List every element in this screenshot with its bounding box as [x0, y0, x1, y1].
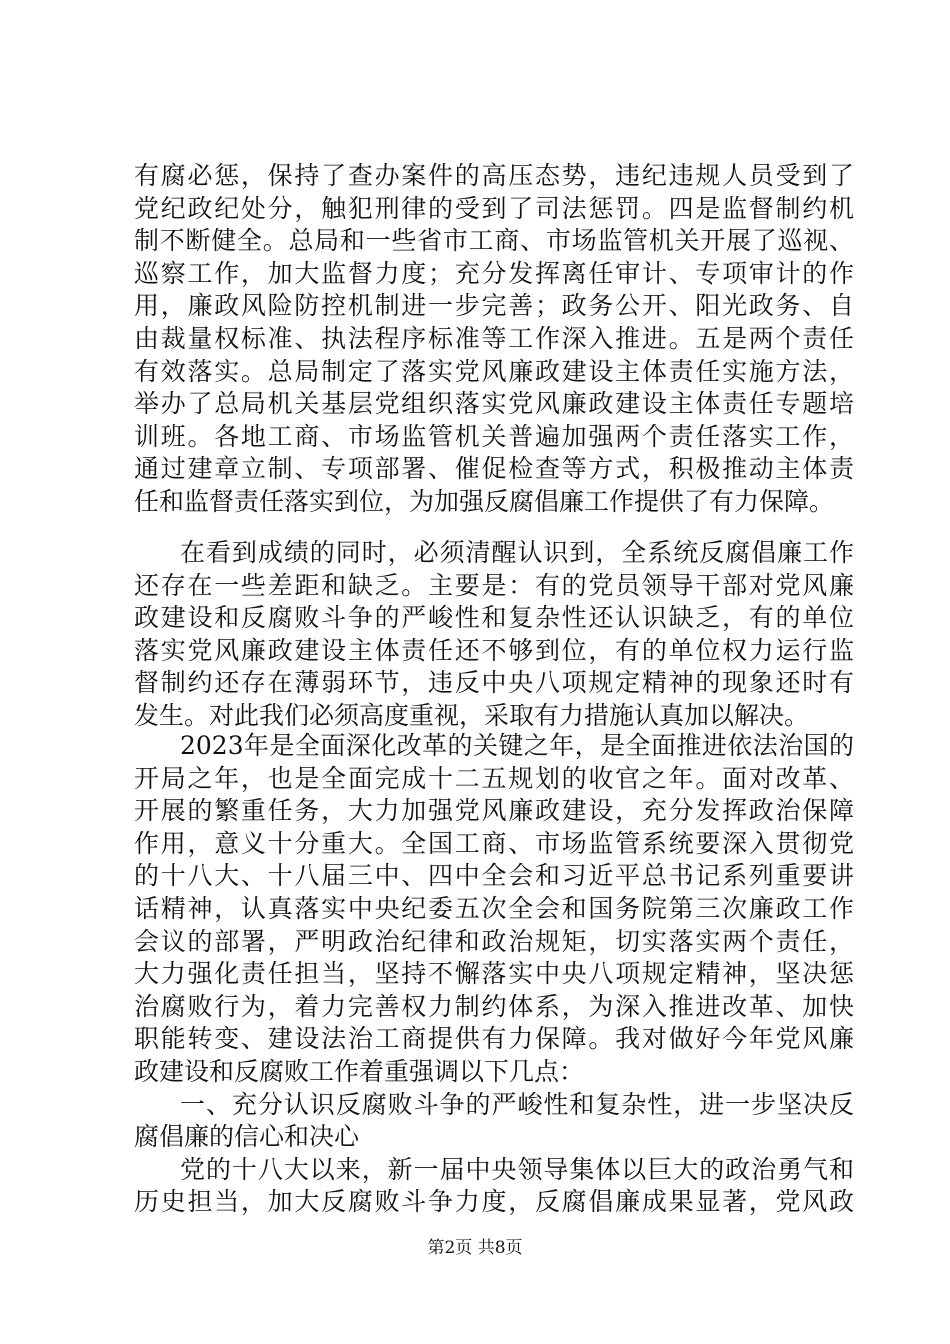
text-line: 党的十八大以来，新一届中央领导集体以巨大的政治勇气和 — [180, 1154, 854, 1184]
page-number-footer: 第2页 共8页 — [427, 1238, 523, 1258]
text-line: 治腐败行为，着力完善权力制约体系，为深入推进改革、加快 — [134, 991, 854, 1021]
text-line: 在看到成绩的同时，必须清醒认识到，全系统反腐倡廉工作 — [180, 538, 854, 567]
text-line: 由裁量权标准、执法程序标准等工作深入推进。五是两个责任 — [134, 323, 854, 353]
section-heading-line: 一、充分认识反腐败斗争的严峻性和复杂性，进一步坚决反 — [180, 1089, 854, 1119]
text-line: 政建设和反腐败工作着重强调以下几点： — [134, 1056, 585, 1086]
text-line: 用，廉政风险防控机制进一步完善；政务公开、阳光政务、自 — [134, 291, 854, 321]
text-line: 通过建章立制、专项部署、催促检查等方式，积极推动主体责 — [134, 454, 854, 484]
text-line: 话精神，认真落实中央纪委五次全会和国务院第三次廉政工作 — [134, 893, 854, 923]
text-line: 开展的繁重任务，大力加强党风廉政建设，充分发挥政治保障 — [134, 796, 854, 826]
paragraph-2023-tasks — [134, 730, 854, 1219]
section-heading-line: 腐倡廉的信心和决心 — [134, 1122, 360, 1152]
text-line: 政建设和反腐败斗争的严峻性和复杂性还认识缺乏，有的单位 — [134, 603, 854, 633]
text-line: 党纪政纪处分，触犯刑律的受到了司法惩罚。四是监督制约机 — [134, 193, 854, 223]
text-line: 还存在一些差距和缺乏。主要是：有的党员领导干部对党风廉 — [134, 570, 854, 600]
text-line: 督制约还存在薄弱环节，违反中央八项规定精神的现象还时有 — [134, 668, 854, 698]
text-line: 训班。各地工商、市场监管机关普遍加强两个责任落实工作， — [134, 421, 854, 451]
text-line: 作用，意义十分重大。全国工商、市场监管系统要深入贯彻党 — [134, 828, 854, 858]
text-line: 发生。对此我们必须高度重视，采取有力措施认真加以解决。 — [134, 700, 810, 730]
text-line: 有效落实。总局制定了落实党风廉政建设主体责任实施方法， — [134, 356, 854, 386]
paragraph-continuation — [134, 160, 854, 519]
text-line: 任和监督责任落实到位，为加强反腐倡廉工作提供了有力保障。 — [134, 486, 835, 516]
text-line: 有腐必惩，保持了查办案件的高压态势，违纪违规人员受到了 — [134, 161, 854, 190]
text-line: 落实党风廉政建设主体责任还不够到位，有的单位权力运行监 — [134, 635, 854, 665]
text-line: 制不断健全。总局和一些省市工商、市场监管机关开展了巡视、 — [134, 226, 854, 256]
text-line: 举办了总局机关基层党组织落实党风廉政建设主体责任专题培 — [134, 389, 854, 419]
paragraph-shortcomings — [134, 537, 854, 733]
text-line: 2023年是全面深化改革的关键之年，是全面推进依法治国的 — [180, 731, 854, 760]
text-line: 的十八大、十八届三中、四中全会和习近平总书记系列重要讲 — [134, 861, 854, 891]
text-line: 职能转变、建设法治工商提供有力保障。我对做好今年党风廉 — [134, 1024, 854, 1054]
text-line: 开局之年，也是全面完成十二五规划的收官之年。面对改革、 — [134, 763, 854, 793]
text-line: 大力强化责任担当，坚持不懈落实中央八项规定精神，坚决惩 — [134, 959, 854, 989]
text-line: 巡察工作，加大监督力度；充分发挥离任审计、专项审计的作 — [134, 258, 854, 288]
text-line: 会议的部署，严明政治纪律和政治规矩，切实落实两个责任， — [134, 926, 854, 956]
text-line: 历史担当，加大反腐败斗争力度，反腐倡廉成果显著，党风政 — [134, 1187, 854, 1217]
